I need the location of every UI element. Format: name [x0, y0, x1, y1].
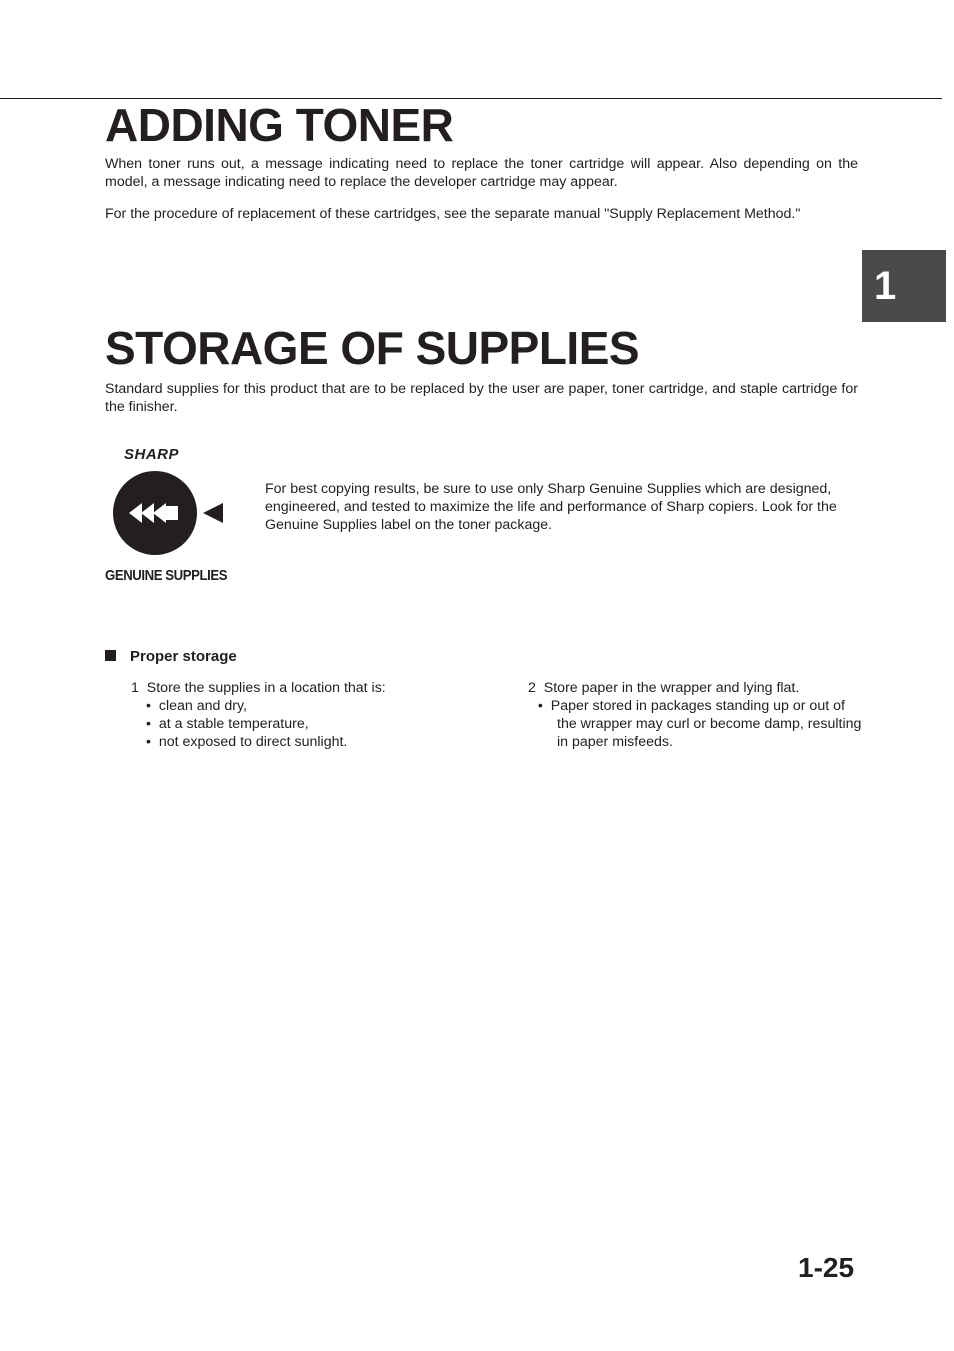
- proper-storage-heading: [105, 648, 237, 666]
- genuine-supplies-icon: [112, 470, 227, 560]
- storage-item-1: 1 Store the supplies in a location that is: • clean and dry, • at a stable temperature, • not exposed to direct sunlight.: [131, 680, 386, 750]
- storage-intro: Standard supplies for this product that are to be replaced by the user are paper, toner cartridge, and staple cartridge for the finisher.: [105, 381, 858, 415]
- genuine-supplies-logo: [104, 446, 244, 591]
- item-text: Store the supplies in a location that is:: [146, 680, 386, 696]
- sharp-brand: SHARP: [124, 446, 180, 463]
- chapter-tab: 1: [862, 250, 946, 322]
- adding-toner-para-2: For the procedure of replacement of these cartridges, see the separate manual "Supply Replacement Method.": [105, 206, 801, 222]
- genuine-supplies-text: For best copying results, be sure to use only Sharp Genuine Supplies which are designed, engineered, and tested to maximize the life and performance of Sharp copiers. Look for the Genuine Supplies label on the toner package.: [265, 481, 837, 533]
- bullet-line: the wrapper may curl or become damp, resulting: [557, 716, 862, 732]
- square-bullet-icon: [105, 650, 116, 661]
- adding-toner-para-1: When toner runs out, a message indicating need to replace the toner cartridge will appear. Also depending on the model, a message indicating need to replace the developer cartridge may appear.: [105, 156, 858, 190]
- bullet-line: Paper stored in packages standing up or out of: [550, 698, 845, 714]
- adding-toner-title: ADDING TONER: [105, 99, 454, 151]
- item-text: Store paper in the wrapper and lying flat.: [543, 680, 800, 696]
- genuine-supplies-caption: GENUINE SUPPLIES: [105, 567, 228, 584]
- storage-title: STORAGE OF SUPPLIES: [105, 322, 640, 374]
- bullet-item: clean and dry,: [158, 698, 247, 714]
- bullet-line: in paper misfeeds.: [557, 734, 673, 750]
- page-number: 1-25: [798, 1252, 855, 1283]
- bullet-item: at a stable temperature,: [158, 716, 309, 732]
- item-number: 1: [131, 680, 139, 696]
- item-number: 2: [528, 680, 536, 696]
- storage-item-2: 2 Store paper in the wrapper and lying flat. • Paper stored in packages standing up or out of the wrapper may curl or become damp, resulting in paper misfeeds.: [528, 680, 862, 750]
- proper-storage-label: Proper storage: [130, 648, 237, 665]
- bullet-item: not exposed to direct sunlight.: [158, 734, 348, 750]
